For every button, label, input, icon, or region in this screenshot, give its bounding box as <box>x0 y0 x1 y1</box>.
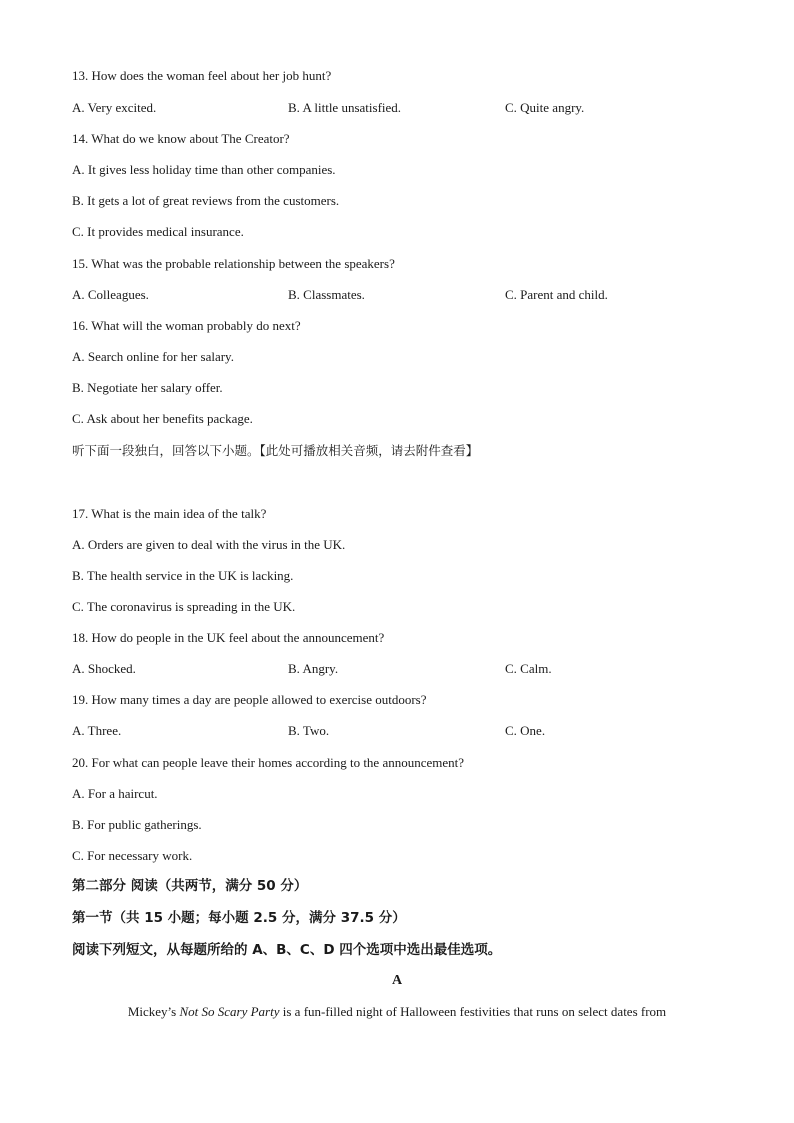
option-c: C. One. <box>505 723 546 738</box>
question-18-options <box>72 661 772 677</box>
part-title: 第二部分 阅读（共两节，满分 50 分） <box>72 878 308 894</box>
passage-text-rest: is a fun-filled night of Halloween festivities that runs on select dates from <box>279 1004 667 1019</box>
option-a: A. Search online for her salary. <box>72 349 234 364</box>
question-16-stem: 16. What will the woman probably do next? <box>72 318 301 333</box>
passage-label: A <box>391 973 403 988</box>
option-c: C. It provides medical insurance. <box>72 224 244 239</box>
option-c: C. The coronavirus is spreading in the UK. <box>72 599 296 614</box>
question-19-options <box>72 723 772 739</box>
option-b: B. Two. <box>288 723 330 738</box>
question-19-stem: 19. How many times a day are people allowed to exercise outdoors? <box>72 692 427 707</box>
question-15-options <box>72 287 772 303</box>
question-17-stem: 17. What is the main idea of the talk? <box>72 506 267 521</box>
question-13-options <box>72 100 772 116</box>
option-c: C. Quite angry. <box>505 100 585 115</box>
passage-text-start: Mickey’s <box>127 1004 180 1019</box>
option-b: B. It gets a lot of great reviews from the customers. <box>72 193 340 208</box>
question-14-stem: 14. What do we know about The Creator? <box>72 131 290 146</box>
option-a: A. For a haircut. <box>72 786 158 801</box>
option-c: C. Ask about her benefits package. <box>72 411 253 426</box>
option-a: A. It gives less holiday time than other companies. <box>72 162 336 177</box>
subsection-title: 第一节（共 15 小题；每小题 2.5 分，满分 37.5 分） <box>72 910 406 926</box>
question-18-stem: 18. How do people in the UK feel about the announcement? <box>72 630 385 645</box>
option-c: C. Calm. <box>505 661 552 676</box>
option-b: B. Angry. <box>288 661 339 676</box>
option-b: B. A little unsatisfied. <box>288 100 402 115</box>
option-c: C. For necessary work. <box>72 848 193 863</box>
question-13-stem: 13. How does the woman feel about her job hunt? <box>72 68 332 83</box>
passage-first-line <box>72 1004 722 1020</box>
listening-instruction: 听下面一段独白，回答以下小题。【此处可播放相关音频，请去附件查看】 <box>72 443 479 458</box>
option-a: A. Very excited. <box>72 100 157 115</box>
question-20-stem: 20. For what can people leave their homes according to the announcement? <box>72 755 465 770</box>
option-b: B. For public gatherings. <box>72 817 202 832</box>
passage-italic-title: Not So Scary Party <box>179 1004 280 1019</box>
reading-directions: 阅读下列短文，从每题所给的 A、B、C、D 四个选项中选出最佳选项。 <box>72 942 502 958</box>
question-15-stem: 15. What was the probable relationship between the speakers? <box>72 256 395 271</box>
option-c: C. Parent and child. <box>505 287 608 302</box>
option-b: B. Negotiate her salary offer. <box>72 380 223 395</box>
option-a: A. Orders are given to deal with the virus in the UK. <box>72 537 346 552</box>
option-a: A. Colleagues. <box>72 287 149 302</box>
option-b: B. Classmates. <box>288 287 365 302</box>
option-a: A. Shocked. <box>72 661 136 676</box>
option-b: B. The health service in the UK is lacking. <box>72 568 294 583</box>
option-a: A. Three. <box>72 723 122 738</box>
